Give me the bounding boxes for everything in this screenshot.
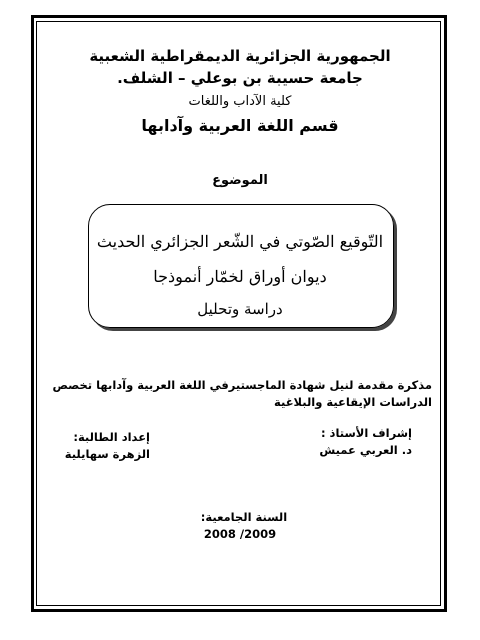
department-name: قسم اللغة العربية وآدابها xyxy=(141,116,339,135)
thesis-title-line-2: ديوان أوراق لخمّار أنموذجا xyxy=(153,267,327,286)
academic-year-value: 2009/ 2008 xyxy=(203,527,277,541)
thesis-title-line-1: التّوقيع الصّوتي في الشّعر الجزائري الحديث xyxy=(96,232,384,251)
memo-description: مذكرة مقدمة لنيل شهادة الماجستيرفي اللغة العربية وآدابها تخصص الدراسات الإيقاعية والبلاغية xyxy=(52,378,432,409)
government-name: الجمهورية الجزائرية الديمقراطية الشعبية xyxy=(89,47,391,65)
student-label: إعداد الطالبة: xyxy=(73,430,150,444)
student-name: الزهرة سهايلية xyxy=(64,447,150,461)
academic-year-label: السنة الجامعية: xyxy=(200,510,288,524)
subject-label: الموضوع xyxy=(212,173,268,188)
university-name: جامعة حسيبة بن بوعلي – الشلف. xyxy=(117,69,363,87)
faculty-name: كلية الآداب واللغات xyxy=(188,94,292,109)
thesis-title-line-3: دراسة وتحليل xyxy=(197,300,283,318)
supervisor-name: د. العربي عميش xyxy=(319,443,412,457)
supervisor-label: إشراف الأستاذ : xyxy=(320,426,412,440)
